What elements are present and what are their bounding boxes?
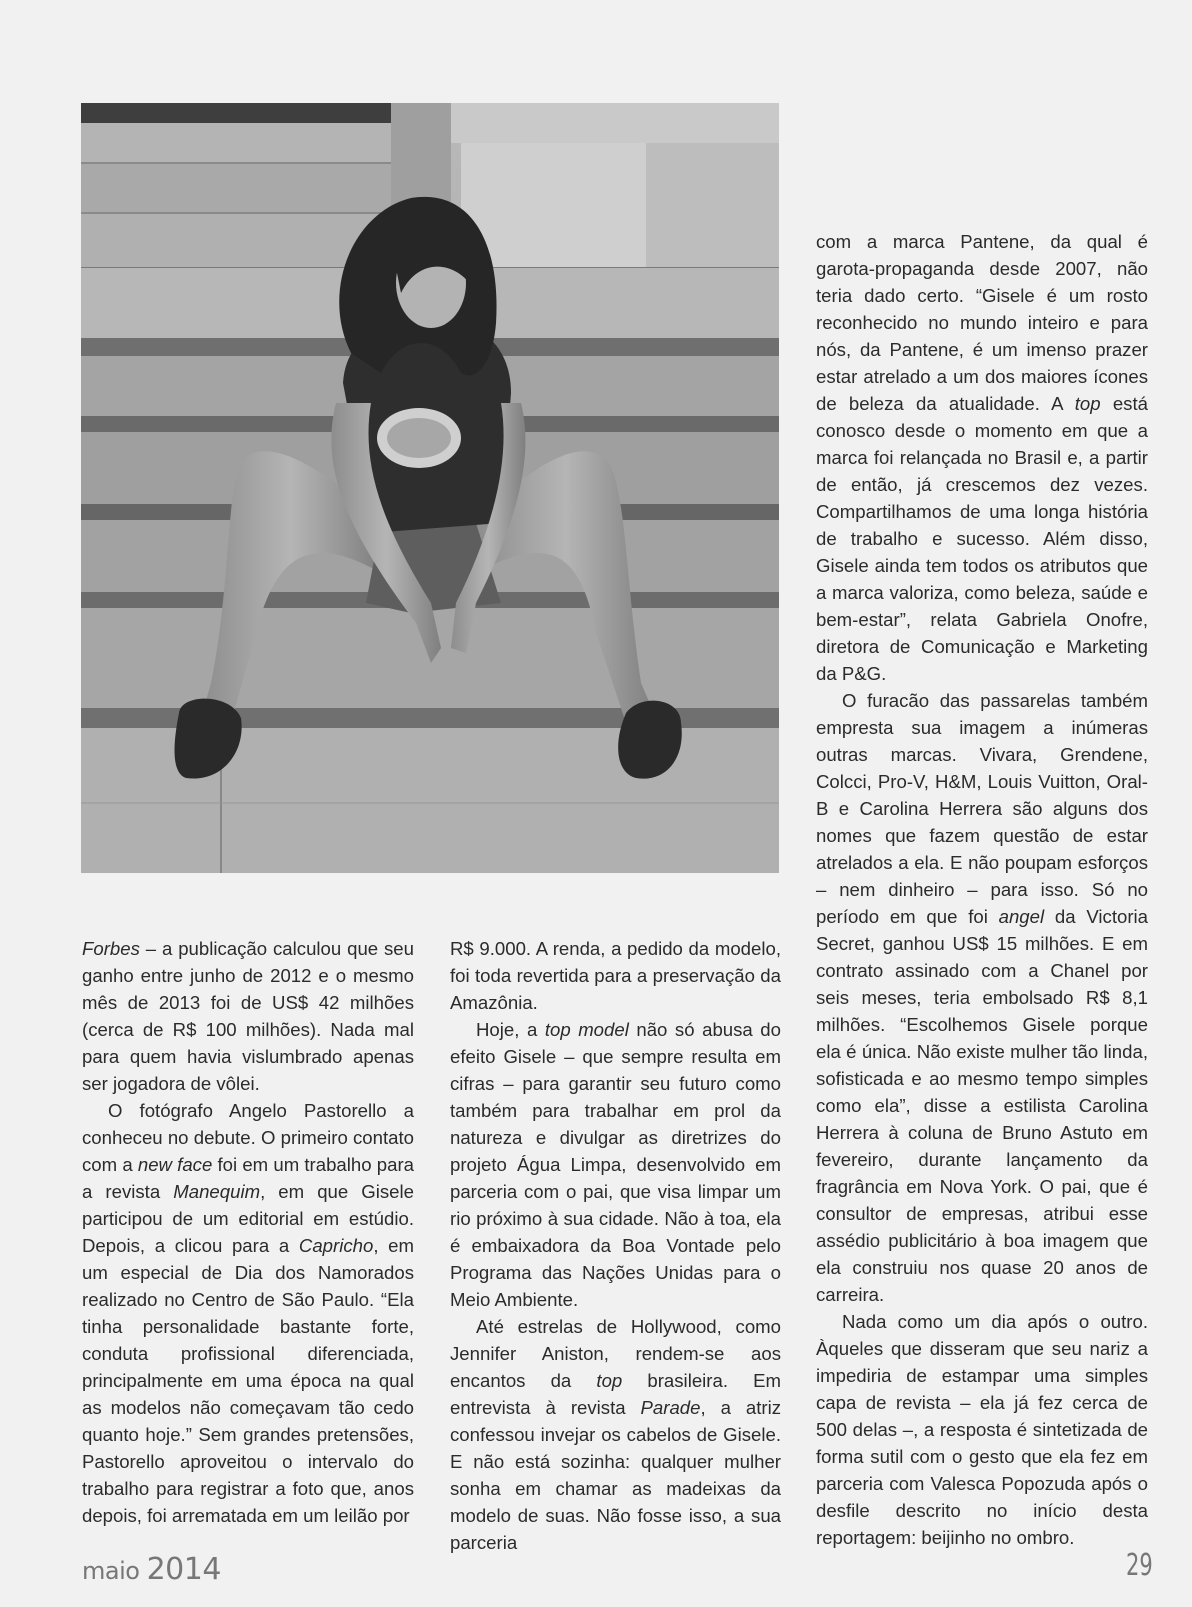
paragraph — [82, 1097, 414, 1529]
paragraph-text: brasileira. Em entrevista à revista — [450, 1370, 782, 1418]
paragraph-text: não só abusa do efeito Gisele – que sempre resulta em cifras – para garantir seu futuro como também para trabalhar em prol da natureza e divulgar as diretrizes do projeto Água Limpa, desenvolvido em parceria com o pai, que visa limpar um rio próximo à sua cidade. Não à toa, ela é embaixadora da Boa Vontade pelo Programa das Nações Unidas para o Meio Ambiente. — [450, 1019, 781, 1310]
paragraph-text: Hoje, a — [476, 1019, 545, 1040]
paragraph-text: da Victoria Secret, ganhou US$ 15 milhões. E em contrato assinado com a Chanel por seis meses, teria embolsado R$ 8,1 milhões. “Escolhemos Gisele porque ela é única. Não existe mulher tão linda, sofisticada e ao mesmo tempo simples como ela”, disse a estilista Carolina Herrera à coluna de Bruno Astuto em fevereiro, durante lançamento da fragrância em Nova York. O pai, que é consultor de empresas, atribui esse assédio publicitário à boa imagem que ela construiu nos quase 20 anos de carreira. — [816, 906, 1149, 1305]
paragraph — [450, 1313, 781, 1556]
magazine-name: Capricho — [298, 1235, 374, 1256]
paragraph — [816, 228, 1148, 687]
paragraph-text: , em um especial de Dia dos Namorados realizado no Centro de São Paulo. “Ela tinha personalidade bastante forte, conduta profissional diferenciada, principalmente em uma época na qual as modelos não começavam tão cedo quanto hoje.” Sem grandes pretensões, Pastorello aproveitou o intervalo do trabalho para registrar a foto que, anos depois, foi arrematada em um leilão por — [82, 1235, 414, 1526]
magazine-name: Forbes — [82, 938, 140, 959]
column-right — [816, 228, 1148, 1551]
paragraph-text: Nada como um dia após o outro. Àqueles que disseram que seu nariz a impediria de estampar uma simples capa de revista – ela já fez cerca de 500 delas –, a resposta é sintetizada de forma sutil com o gesto que ela fez em parceria com Valesca Popozuda após o desfile descrito no início desta reportagem: beijinho no ombro. — [816, 1311, 1148, 1548]
issue-year: 2014 — [146, 1552, 221, 1587]
paragraph-text: está conosco desde o momento em que a marca foi relançada no Brasil e, a partir de então, já crescemos dez vezes. Compartilhamos de uma longa história de trabalho e sucesso. Além disso, Gisele ainda tem todos os atributos que a marca valoriza, como beleza, saúde e bem-estar”, relata Gabriela Onofre, diretora de Comunicação e Marketing da P&G. — [816, 393, 1148, 684]
italic-term: top model — [544, 1019, 629, 1040]
page-number: 29 — [1126, 1548, 1153, 1583]
paragraph-text: , em que Gisele participou de um editorial em estúdio. Depois, a clicou para a — [82, 1181, 414, 1256]
paragraph-text: com a marca Pantene, da qual é garota-propaganda desde 2007, não teria dado certo. “Gisele é um rosto reconhecido no mundo inteiro e para nós, da Pantene, é um imenso prazer estar atrelado a um dos maiores ícones de beleza da atualidade. A — [816, 231, 1148, 414]
paragraph — [816, 687, 1148, 1308]
italic-term: top — [1074, 393, 1101, 414]
paragraph-text: O fotógrafo Angelo Pastorello a conheceu no debute. O primeiro contato com a — [82, 1100, 414, 1175]
paragraph-text: Até estrelas de Hollywood, como Jennifer Aniston, rendem-se aos encantos da — [450, 1316, 781, 1391]
paragraph-text: O furacão das passarelas também empresta sua imagem a inúmeras outras marcas. Vivara, Grendene, Colcci, Pro-V, H&M, Louis Vuitton, Oral-B e Carolina Herrera são alguns dos nomes que fazem questão de estar atrelados a ela. E não poupam esforços – nem dinheiro – para isso. Só no período em que foi — [816, 690, 1148, 927]
paragraph-text: – a publicação calculou que seu ganho entre junho de 2012 e o mesmo mês de 2013 foi de US$ 42 milhões (cerca de R$ 100 milhões). Nada mal para quem havia vislumbrado apenas ser jogadora de vôlei. — [82, 938, 414, 1094]
column-left — [82, 935, 414, 1529]
column-middle — [450, 935, 781, 1556]
issue-month: maio — [82, 1557, 140, 1585]
italic-term: top — [596, 1370, 623, 1391]
magazine-name: Manequim — [173, 1181, 261, 1202]
photo-illustration — [81, 103, 779, 873]
paragraph — [450, 1016, 781, 1313]
magazine-name: Parade — [640, 1397, 701, 1418]
issue-date — [82, 1552, 221, 1587]
paragraph — [450, 935, 781, 1016]
paragraph-text: , a atriz confessou invejar os cabelos de Gisele. E não está sozinha: qualquer mulher sonha em chamar as madeixas da modelo de suas. Não fosse isso, a sua parceria — [450, 1397, 782, 1553]
paragraph — [82, 935, 414, 1097]
italic-term: new face — [137, 1154, 213, 1175]
paragraph — [816, 1308, 1148, 1551]
italic-term: angel — [998, 906, 1045, 927]
paragraph-text: foi em um trabalho para a revista — [82, 1154, 414, 1202]
photo-model-on-steps — [81, 103, 779, 873]
paragraph-text: R$ 9.000. A renda, a pedido da modelo, foi toda revertida para a preservação da Amazônia. — [450, 938, 781, 1013]
